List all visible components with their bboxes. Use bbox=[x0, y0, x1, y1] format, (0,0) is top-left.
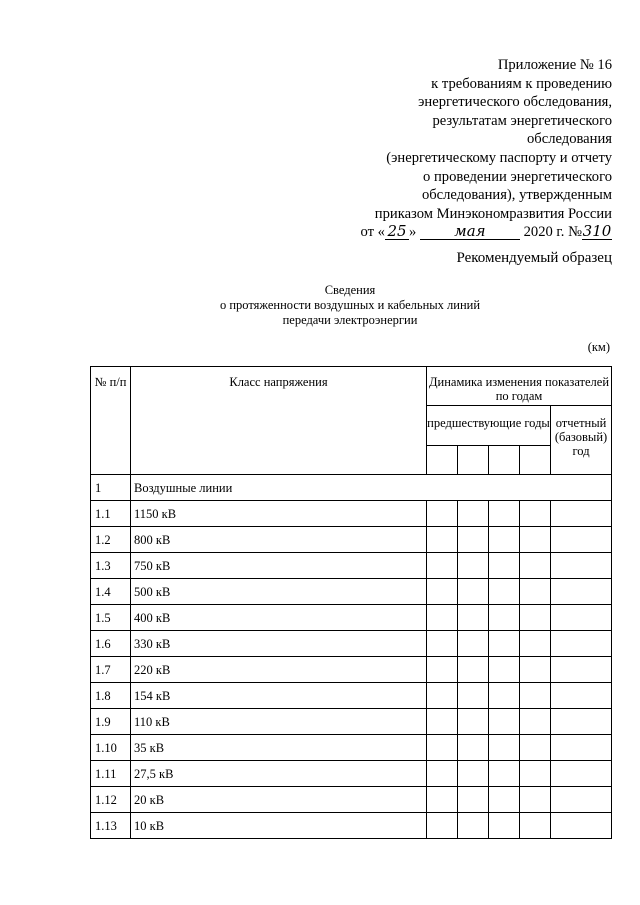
row-voltage-class: 110 кВ bbox=[131, 709, 427, 735]
appendix-line: энергетического обследования, bbox=[418, 94, 612, 111]
value-cell[interactable] bbox=[458, 631, 489, 657]
header-reporting-year: отчетный (базовый) год bbox=[551, 406, 612, 475]
recommended-sample-label: Рекомендуемый образец bbox=[456, 250, 612, 266]
table-body bbox=[91, 367, 612, 839]
value-cell[interactable] bbox=[551, 553, 612, 579]
value-cell[interactable] bbox=[427, 709, 458, 735]
header-year-cell bbox=[520, 446, 551, 475]
value-cell[interactable] bbox=[520, 657, 551, 683]
value-cell[interactable] bbox=[551, 709, 612, 735]
value-cell[interactable] bbox=[458, 787, 489, 813]
row-number: 1.3 bbox=[91, 553, 131, 579]
value-cell[interactable] bbox=[520, 787, 551, 813]
value-cell[interactable] bbox=[458, 735, 489, 761]
appendix-line: обследования), утвержденным bbox=[421, 187, 612, 204]
value-cell[interactable] bbox=[520, 735, 551, 761]
row-voltage-class: 20 кВ bbox=[131, 787, 427, 813]
value-cell[interactable] bbox=[520, 683, 551, 709]
value-cell[interactable] bbox=[458, 605, 489, 631]
value-cell[interactable] bbox=[427, 735, 458, 761]
row-voltage-class: 154 кВ bbox=[131, 683, 427, 709]
header-previous-years: предшествующие годы bbox=[427, 406, 551, 446]
row-number: 1.10 bbox=[91, 735, 131, 761]
table-section-row bbox=[91, 475, 612, 501]
value-cell[interactable] bbox=[489, 657, 520, 683]
value-cell[interactable] bbox=[551, 605, 612, 631]
value-cell[interactable] bbox=[427, 527, 458, 553]
header-dynamics: Динамика изменения показателей по годам bbox=[427, 367, 612, 406]
date-month-handwritten: мая bbox=[420, 223, 520, 240]
value-cell[interactable] bbox=[458, 761, 489, 787]
row-number: 1.5 bbox=[91, 605, 131, 631]
row-voltage-class: 27,5 кВ bbox=[131, 761, 427, 787]
appendix-block bbox=[312, 56, 612, 242]
row-number: 1.6 bbox=[91, 631, 131, 657]
row-number: 1.13 bbox=[91, 813, 131, 839]
table-row bbox=[91, 761, 612, 787]
row-voltage-class: 1150 кВ bbox=[131, 501, 427, 527]
row-voltage-class: 400 кВ bbox=[131, 605, 427, 631]
table-row bbox=[91, 683, 612, 709]
value-cell[interactable] bbox=[551, 761, 612, 787]
value-cell[interactable] bbox=[551, 787, 612, 813]
table-row bbox=[91, 787, 612, 813]
value-cell[interactable] bbox=[458, 709, 489, 735]
value-cell[interactable] bbox=[458, 553, 489, 579]
value-cell[interactable] bbox=[489, 787, 520, 813]
value-cell[interactable] bbox=[458, 579, 489, 605]
title-line: передачи электроэнергии bbox=[282, 313, 418, 327]
table-row bbox=[91, 579, 612, 605]
row-voltage-class: 35 кВ bbox=[131, 735, 427, 761]
date-prefix: от « bbox=[360, 224, 385, 241]
appendix-line: о проведении энергетического bbox=[423, 168, 612, 185]
row-voltage-class: 330 кВ bbox=[131, 631, 427, 657]
date-year: 2020 г. № bbox=[523, 224, 582, 241]
value-cell[interactable] bbox=[520, 553, 551, 579]
table-row bbox=[91, 527, 612, 553]
value-cell[interactable] bbox=[520, 761, 551, 787]
row-number: 1.12 bbox=[91, 787, 131, 813]
title-line: Сведения bbox=[324, 283, 376, 297]
value-cell[interactable] bbox=[489, 709, 520, 735]
appendix-line: приказом Минэкономразвития России bbox=[374, 205, 612, 222]
value-cell[interactable] bbox=[551, 501, 612, 527]
value-cell[interactable] bbox=[551, 813, 612, 839]
row-voltage-class: 800 кВ bbox=[131, 527, 427, 553]
value-cell[interactable] bbox=[489, 605, 520, 631]
value-cell[interactable] bbox=[520, 813, 551, 839]
appendix-line: результатам энергетического bbox=[432, 112, 612, 129]
value-cell[interactable] bbox=[520, 579, 551, 605]
row-number: 1 bbox=[91, 475, 131, 501]
value-cell[interactable] bbox=[427, 683, 458, 709]
table-row bbox=[91, 553, 612, 579]
row-number: 1.7 bbox=[91, 657, 131, 683]
value-cell[interactable] bbox=[427, 579, 458, 605]
header-year-cell bbox=[458, 446, 489, 475]
value-cell[interactable] bbox=[458, 501, 489, 527]
row-voltage-class: Воздушные линии bbox=[131, 475, 612, 501]
row-number: 1.2 bbox=[91, 527, 131, 553]
value-cell[interactable] bbox=[427, 553, 458, 579]
table-row bbox=[91, 501, 612, 527]
header-year-cell bbox=[427, 446, 458, 475]
table-row bbox=[91, 657, 612, 683]
value-cell[interactable] bbox=[427, 605, 458, 631]
value-cell[interactable] bbox=[427, 813, 458, 839]
appendix-line: к требованиям к проведению bbox=[431, 75, 612, 92]
row-number: 1.4 bbox=[91, 579, 131, 605]
value-cell[interactable] bbox=[520, 605, 551, 631]
value-cell[interactable] bbox=[551, 631, 612, 657]
value-cell[interactable] bbox=[458, 813, 489, 839]
table-row bbox=[91, 735, 612, 761]
header-num: № п/п bbox=[91, 367, 131, 475]
row-number: 1.8 bbox=[91, 683, 131, 709]
order-date-line bbox=[312, 223, 612, 242]
value-cell[interactable] bbox=[489, 553, 520, 579]
value-cell[interactable] bbox=[489, 579, 520, 605]
value-cell[interactable] bbox=[551, 579, 612, 605]
value-cell[interactable] bbox=[427, 657, 458, 683]
row-number: 1.9 bbox=[91, 709, 131, 735]
value-cell[interactable] bbox=[520, 501, 551, 527]
value-cell[interactable] bbox=[520, 631, 551, 657]
value-cell[interactable] bbox=[489, 735, 520, 761]
value-cell[interactable] bbox=[458, 683, 489, 709]
appendix-line: (энергетическому паспорту и отчету bbox=[386, 149, 612, 166]
value-cell[interactable] bbox=[489, 813, 520, 839]
value-cell[interactable] bbox=[427, 761, 458, 787]
appendix-line: Приложение № 16 bbox=[497, 57, 612, 73]
table-row bbox=[91, 813, 612, 839]
appendix-line: обследования bbox=[527, 131, 612, 148]
value-cell[interactable] bbox=[551, 683, 612, 709]
header-year-cell bbox=[489, 446, 520, 475]
value-cell[interactable] bbox=[458, 657, 489, 683]
value-cell[interactable] bbox=[489, 631, 520, 657]
table-row bbox=[91, 631, 612, 657]
value-cell[interactable] bbox=[551, 735, 612, 761]
row-number: 1.11 bbox=[91, 761, 131, 787]
row-voltage-class: 10 кВ bbox=[131, 813, 427, 839]
row-voltage-class: 750 кВ bbox=[131, 553, 427, 579]
value-cell[interactable] bbox=[427, 501, 458, 527]
value-cell[interactable] bbox=[520, 527, 551, 553]
value-cell[interactable] bbox=[551, 527, 612, 553]
value-cell[interactable] bbox=[458, 527, 489, 553]
value-cell[interactable] bbox=[489, 761, 520, 787]
header-voltage-class: Класс напряжения bbox=[131, 367, 427, 475]
value-cell[interactable] bbox=[427, 631, 458, 657]
row-voltage-class: 220 кВ bbox=[131, 657, 427, 683]
value-cell[interactable] bbox=[489, 527, 520, 553]
document-title bbox=[0, 283, 640, 328]
date-day-handwritten: 25 bbox=[385, 223, 409, 240]
title-line: о протяженности воздушных и кабельных линий bbox=[219, 298, 481, 312]
date-close-quote: » bbox=[408, 224, 417, 241]
table-row bbox=[91, 709, 612, 735]
lines-table bbox=[90, 366, 612, 839]
row-voltage-class: 500 кВ bbox=[131, 579, 427, 605]
unit-label: (км) bbox=[587, 340, 610, 354]
row-number: 1.1 bbox=[91, 501, 131, 527]
value-cell[interactable] bbox=[520, 709, 551, 735]
value-cell[interactable] bbox=[489, 683, 520, 709]
value-cell[interactable] bbox=[427, 787, 458, 813]
order-number-handwritten: 310 bbox=[582, 222, 612, 241]
value-cell[interactable] bbox=[551, 657, 612, 683]
value-cell[interactable] bbox=[489, 501, 520, 527]
table-row bbox=[91, 605, 612, 631]
